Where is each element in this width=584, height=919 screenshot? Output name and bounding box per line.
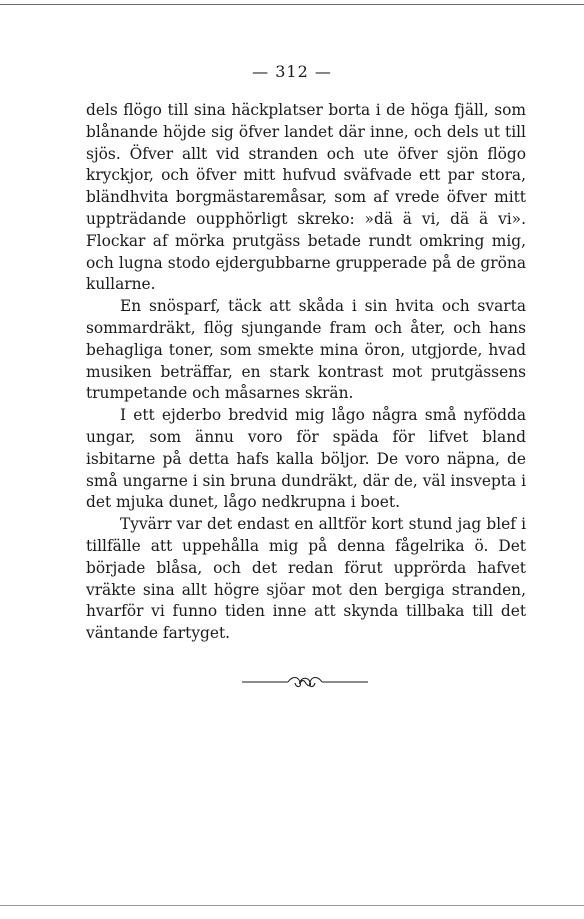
paragraph-1: dels flögo till sina häckplatser borta i de höga fjäll, som blånande höjde sig öfver landet där inne, och dels ut till sjös. Öfver allt vid stranden och ute öfver sjön flögo kryckjor, och öfver mitt hufvud sväfvade ett par stora, bländhvita borgmästaremåsar, som af vrede öfver mitt uppträdande oupphörligt skreko: »dä ä vi, dä ä vi». Flockar af mörka prutgäss betade rundt omkring mig, och lugna stodo ejdergubbarne grupperade på de gröna kullarne. xyxy=(86,101,526,294)
bottom-rule xyxy=(0,905,584,906)
paragraph-2: En snösparf, täck att skåda i sin hvita och svarta sommardräkt, flög sjungande fram och åter, och hans behagliga toner, som smekte mina öron, utgjorde, hvad musiken beträffar, en stark kontrast mot prutgässens trumpetande och måsarnes skrän. xyxy=(86,297,526,403)
page-number: — 312 — xyxy=(252,62,332,81)
body-text xyxy=(86,100,526,645)
paragraph-3: I ett ejderbo bredvid mig lågo några små nyfödda ungar, som ännu voro för späda för lifvet bland isbitarne på detta hafs kalla böljor. De voro näpna, de små ungarne i sin bruna dundräkt, där de, väl insvepta i det mjuka dunet, lågo nedkrupna i boet. xyxy=(86,406,526,512)
top-rule xyxy=(0,4,584,5)
decorative-scroll-ornament-icon xyxy=(240,672,370,692)
paragraph-4: Tyvärr var det endast en alltför kort stund jag blef i tillfälle att uppehålla mig på denna fågelrika ö. Det började blåsa, och det redan förut upprörda hafvet vräkte sina allt högre sjöar mot den bergiga stranden, hvarför vi funno tiden inne att skynda tillbaka till det väntande fartyget. xyxy=(86,515,526,643)
